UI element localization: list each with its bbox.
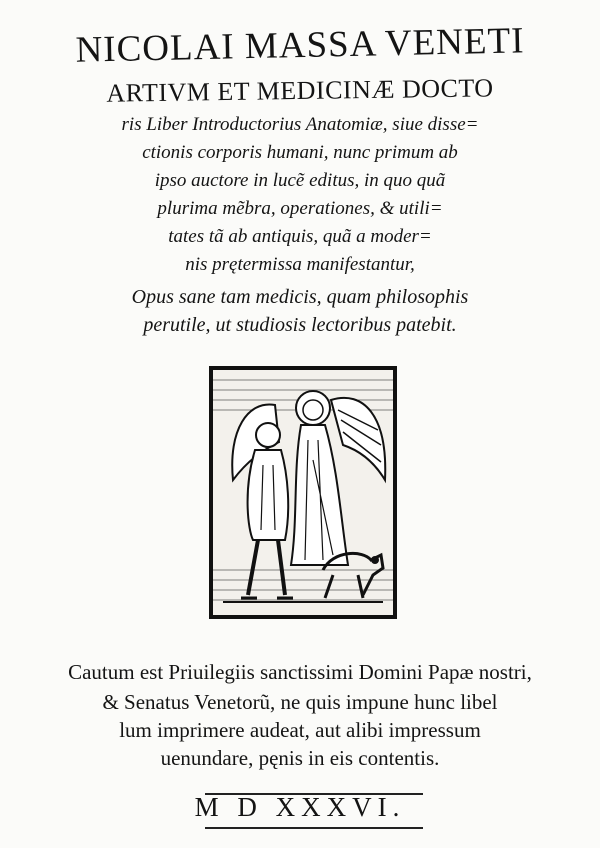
body-line: ctionis corporis humani, nunc primum ab [142, 142, 458, 163]
body-line: ris Liber Introductorius Anatomiæ, siue disse= [121, 114, 479, 135]
date-rule-bottom [205, 827, 423, 829]
body-line: tates tã ab antiquis, quã a moder= [168, 226, 432, 247]
publication-date: M D XXXVI. [194, 792, 406, 822]
body-line: nis prętermissa manifestantur, [185, 254, 415, 275]
privilege-line: & Senatus Venetorũ, ne quis impune hunc libel [102, 690, 498, 714]
privilege-line: uenundare, pęnis in eis contentis. [160, 746, 440, 770]
title-author: NICOLAI MASSA VENETI [75, 20, 525, 71]
body-line: plurima mẽbra, operationes, & utili= [157, 198, 443, 219]
woodcut-illustration [209, 366, 397, 619]
title-subtitle: ARTIVM ET MEDICINÆ DOCTO [106, 73, 494, 108]
body-line: ipso auctore in lucẽ editus, in quo quã [154, 170, 446, 191]
body-line: perutile, ut studiosis lectoribus patebit. [143, 314, 457, 336]
body-line: Opus sane tam medicis, quam philosophis [131, 286, 469, 308]
privilege-line: Cautum est Priuilegiis sanctissimi Domini Papæ nostri, [68, 660, 532, 684]
woodcut-figure-drawing [213, 370, 393, 615]
privilege-line: lum imprimere audeat, aut alibi impressum [119, 718, 481, 742]
